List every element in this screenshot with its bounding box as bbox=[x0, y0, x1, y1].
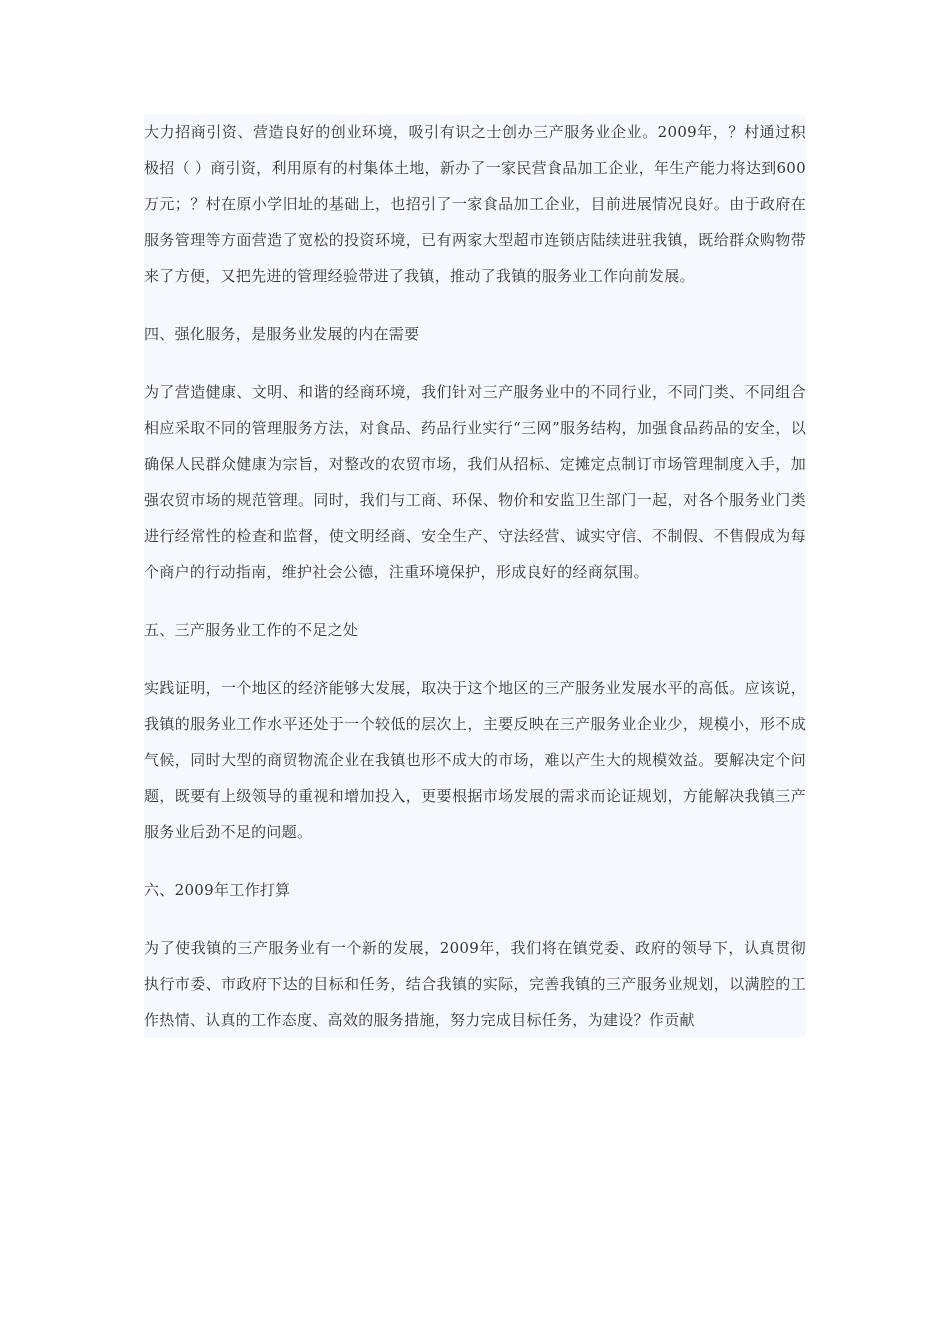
spacer bbox=[144, 850, 806, 872]
section-heading-4: 四、强化服务，是服务业发展的内在需要 bbox=[144, 325, 420, 343]
spacer bbox=[144, 908, 806, 930]
spacer bbox=[144, 352, 806, 374]
section-heading-6: 六、2009年工作打算 bbox=[144, 881, 291, 899]
spacer bbox=[144, 590, 806, 612]
paragraph-service: 为了营造健康、文明、和谐的经商环境，我们针对三产服务业中的不同行业，不同门类、不同组合相应采取不同的管理服务方法，对食品、药品行业实行“三网”服务结构，加强食品药品的安全，以确保人民群众健康为宗旨，对整改的农贸市场，我们从招标、定摊定点制订市场管理制度入手，加强农贸市场的规范管理。同时，我们与工商、环保、物价和安监卫生部门一起，对各个服务业门类进行经常性的检查和监督，使文明经商、安全生产、守法经营、诚实守信、不制假、不售假成为每个商户的行动指南，维护社会公德，注重环境保护，形成良好的经商氛围。 bbox=[144, 383, 806, 581]
spacer bbox=[144, 648, 806, 670]
document-body bbox=[144, 114, 806, 1038]
paragraph-plans: 为了使我镇的三产服务业有一个新的发展，2009年，我们将在镇党委、政府的领导下，认真贯彻执行市委、市政府下达的目标和任务，结合我镇的实际，完善我镇的三产服务业规划，以满腔的工作热情、认真的工作态度、高效的服务措施，努力完成目标任务，为建设？作贡献 bbox=[144, 939, 806, 1029]
paragraph-shortcomings: 实践证明，一个地区的经济能够大发展，取决于这个地区的三产服务业发展水平的高低。应该说，我镇的服务业工作水平还处于一个较低的层次上，主要反映在三产服务业企业少，规模小，形不成气候，同时大型的商贸物流企业在我镇也形不成大的市场，难以产生大的规模效益。要解决定个问题，既要有上级领导的重视和增加投入，更要根据市场发展的需求而论证规划，方能解决我镇三产服务业后劲不足的问题。 bbox=[144, 679, 806, 841]
section-heading-5: 五、三产服务业工作的不足之处 bbox=[144, 621, 359, 639]
paragraph-investment: 大力招商引资、营造良好的创业环境，吸引有识之士创办三产服务业企业。2009年，？村通过积极招（ ）商引资，利用原有的村集体土地，新办了一家民营食品加工企业，年生产能力将达到600万元；？村在原小学旧址的基础上，也招引了一家食品加工企业，目前进展情况良好。由于政府在服务管理等方面营造了宽松的投资环境，已有两家大型超市连锁店陆续进驻我镇，既给群众购物带来了方便，又把先进的管理经验带进了我镇，推动了我镇的服务业工作向前发展。 bbox=[144, 123, 806, 285]
spacer bbox=[144, 294, 806, 316]
